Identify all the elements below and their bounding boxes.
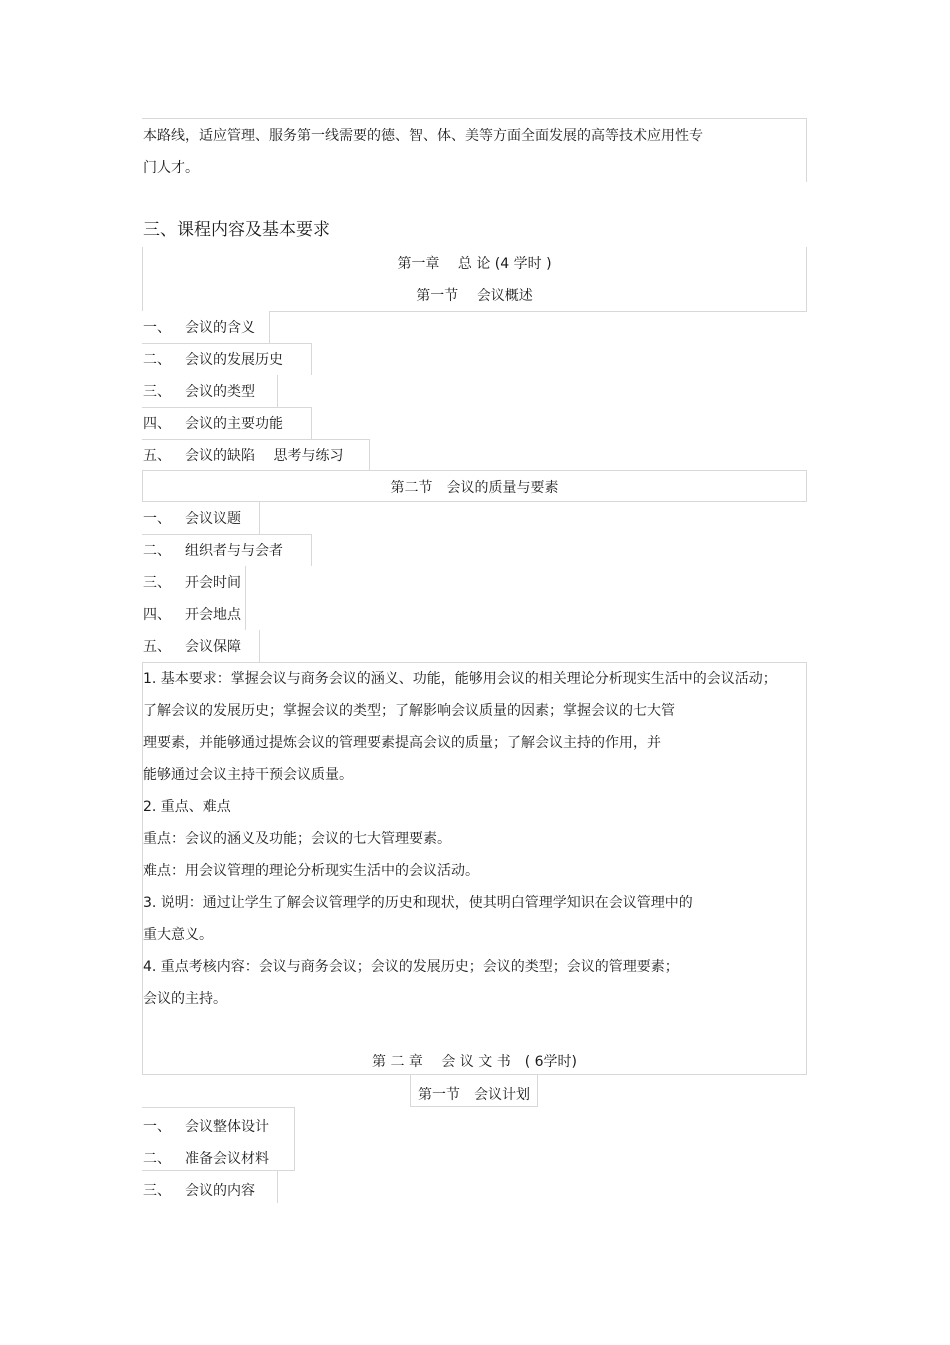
req-4-line-1: 4. 重点考核内容：会议与商务会议；会议的发展历史；会议的类型；会议的管理要素； (143, 959, 679, 975)
list-item: 一、 会议的含义 (143, 320, 255, 336)
section-heading: 三、课程内容及基本要求 (143, 220, 330, 240)
list-item: 一、 会议整体设计 (143, 1119, 269, 1135)
chapter-2-title: 第 二 章 会 议 文 书 ( 6学时) (372, 1054, 577, 1070)
intro-line-2: 门人才。 (143, 160, 199, 176)
chapter-2-section-1-title: 第一节 会议计划 (418, 1087, 530, 1103)
list-item: 五、 会议保障 (143, 639, 241, 655)
list-item: 三、 会议的类型 (143, 384, 255, 400)
list-item: 四、 开会地点 (143, 607, 241, 623)
req-1-line-4: 能够通过会议主持干预会议质量。 (143, 767, 353, 783)
list-item: 五、 会议的缺陷 思考与练习 (143, 448, 344, 464)
req-1-line-3: 理要素，并能够通过提炼会议的管理要素提高会议的质量；了解会议主持的作用，并 (143, 735, 661, 751)
intro-line-1: 本路线，适应管理、服务第一线需要的德、智、体、美等方面全面发展的高等技术应用性专 (143, 128, 703, 144)
frame-line (142, 118, 807, 119)
chapter-1-section-2-title: 第二节 会议的质量与要素 (390, 480, 559, 496)
chapter-1-section-1-title: 第一节 会议概述 (416, 288, 533, 304)
req-2-heading: 2. 重点、难点 (143, 799, 231, 815)
list-item: 三、 会议的内容 (143, 1183, 255, 1199)
frame-line (269, 311, 807, 312)
req-4-line-2: 会议的主持。 (143, 991, 227, 1007)
list-item: 二、 会议的发展历史 (143, 352, 283, 368)
frame-line (806, 118, 807, 182)
list-item: 三、 开会时间 (143, 575, 241, 591)
list-item: 二、 准备会议材料 (143, 1151, 269, 1167)
req-3-line-1: 3. 说明：通过让学生了解会议管理学的历史和现状，使其明白管理学知识在会议管理中的 (143, 895, 693, 911)
list-item: 二、 组织者与与会者 (143, 543, 283, 559)
list-item: 一、 会议议题 (143, 511, 241, 527)
req-1-line-2: 了解会议的发展历史；掌握会议的类型；了解影响会议质量的因素；掌握会议的七大管 (143, 703, 675, 719)
req-2-hard: 难点：用会议管理的理论分析现实生活中的会议活动。 (143, 863, 479, 879)
req-2-key: 重点：会议的涵义及功能；会议的七大管理要素。 (143, 831, 451, 847)
list-item: 四、 会议的主要功能 (143, 416, 283, 432)
req-1-line-1: 1. 基本要求：掌握会议与商务会议的涵义、功能，能够用会议的相关理论分析现实生活中的会议活动； (143, 671, 777, 687)
req-3-line-2: 重大意义。 (143, 927, 213, 943)
chapter-1-title: 第一章 总 论 (4 学时 ) (397, 256, 552, 272)
